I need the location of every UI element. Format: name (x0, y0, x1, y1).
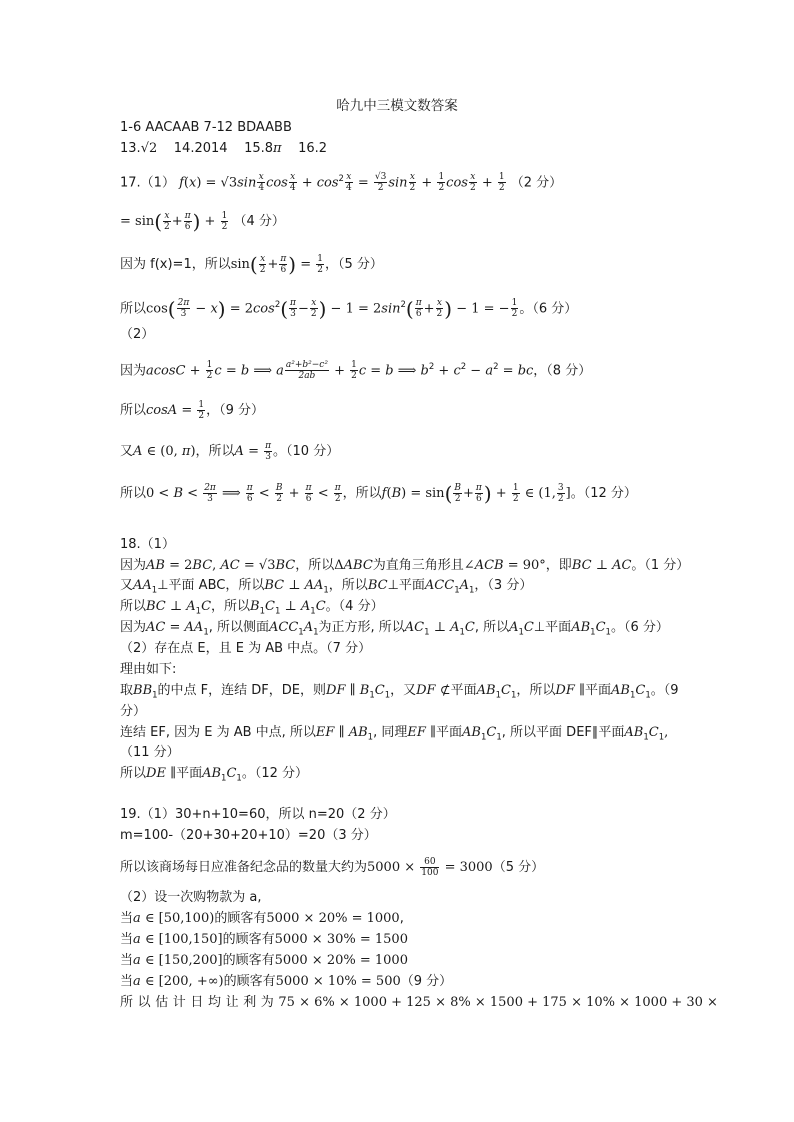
q18-header: 18.（1） (120, 537, 175, 552)
q18-line-9: 连结 EF, 因为 E 为 AB 中点, 所以EF ∥ $AB_1$, 同理EF ∥平面$AB_1C_1$, 所以平面 DEF∥平面$AB_1C_1$, (120, 725, 669, 743)
q19-case-3: 当a ∈ [150,200]的顾客有5000 × 20% = 1000 (120, 953, 408, 968)
q18-line-7: 取$BB_1$的中点 F，连结 DF，DE，则DF ∥ $B_1C_1$，又DF ⊄平面$AB_1C_1$，所以DF ∥平面$AB_1C_1$。（9 (120, 683, 679, 701)
q18-line-3: 所以BC ⊥ $A_1C$，所以$B_1C_1$ ⊥ $A_1C$。（4 分） (120, 599, 384, 617)
fill-answers (120, 140, 327, 158)
q19-last-line: 所以估计日均让利为75 × 6% × 1000 + 125 × 8% × 1500 + 175 × 10% × 1000 + 30 × (120, 995, 718, 1010)
answer-14: 14.2014 (173, 141, 228, 156)
q19-line-1: 19.（1）30+n+10=60，所以 n=20（2 分） (120, 807, 396, 822)
q17-line-7: 所以cosA = $\frac{1}{2}$ ，（9 分） (120, 400, 264, 421)
answer-13: 13.√2 (120, 141, 158, 156)
q18-line-8: 分） (120, 704, 147, 719)
q19-line-2: m=100-（20+30+20+10）=20（3 分） (120, 828, 377, 843)
answer-15: 15.8π (244, 141, 282, 156)
q17-line-9: 所以0 < B < $\frac{2\pi}{3}$ ⟹ $\frac{\pi}{6}$ < $\frac{B}{2}$ + $\frac{\pi}{6}$ < $\frac{\pi}{2}$ ，所以f(B) = sin( $\frac{B}{2}$ + $\frac{\pi}{6}$ ) + $\frac{1}{2}$ ∈ (1, $\frac{3}{2}$ ]。（12 分） (120, 481, 637, 506)
q19-case-4: 当a ∈ [200, +∞)的顾客有5000 × 10% = 500（9 分） (120, 974, 453, 989)
q18-line-4: 因为AC = $AA_1$, 所以侧面$ACC_1A_1$为正方形, 所以$AC_1$ ⊥ $A_1C$, 所以$A_1C\perp$平面$AB_1C_1$。（6 分） (120, 620, 669, 638)
q19-part2: （2）设一次购物款为 a, (120, 890, 262, 905)
q17-line-3: 因为 f(x)=1，所以sin( $\frac{x}{2}$ + $\frac{\pi}{6}$ ) = $\frac{1}{2}$ ，（5 分） (120, 252, 383, 277)
q19-case-1: 当a ∈ [50,100)的顾客有5000 × 20% = 1000, (120, 911, 404, 926)
answer-16: 16.2 (298, 141, 328, 156)
q19-case-2: 当a ∈ [100,150]的顾客有5000 × 30% = 1500 (120, 932, 408, 947)
q17-line-8: 又A ∈ (0, π)，所以A = $\frac{\pi}{3}$ 。（10 分） (120, 441, 340, 462)
page-title: 哈九中三模文数答案 (336, 98, 458, 114)
q18-line-10: （11 分） (120, 745, 180, 760)
q17-line-4: 所以cos( $\frac{2\pi}{3}$ − $x) = 2\cos^2$( $\frac{\pi}{3}$ − $\frac{x}{2}$ ) − $1 = 2\sin^2$( $\frac{\pi}{6}$ + $\frac{x}{2}$ ) − 1 = − $\frac{1}{2}$ 。（6 分） (120, 296, 578, 321)
q17-line-2: = sin( $\frac{x}{2}$ + $\frac{\pi}{6}$ ) + $\frac{1}{2}$ （4 分） (120, 209, 285, 234)
q17-line-1: 17.（1） f(x) = √3sin $\frac{x}{4}$ cos $\frac{x}{4}$ + $\cos^2$ $\frac{x}{4}$ = $\frac{√3}{2}$ sin $\frac{x}{2}$ + $\frac{1}{2}$ cos $\frac{x}{2}$ + $\frac{1}{2}$ （2 分） (120, 172, 563, 194)
q18-reason: 理由如下: (120, 662, 177, 677)
q18-line-1: 因为AB = 2BC, AC = √3BC，所以ΔABC为直角三角形且∠ACB = 90°，即BC ⊥ AC。（1 分） (120, 558, 690, 573)
q18-line-2: 又$AA_1\perp$平面 ABC，所以BC ⊥ $AA_1$，所以BC⊥平面$ACC_1A_1$，（3 分） (120, 578, 533, 596)
q19-line-3: 所以该商场每日应准备纪念品的数量大约为5000 × $\frac{60}{100}$ = 3000（5 分） (120, 857, 545, 878)
choice-answers: 1-6 AACAAB 7-12 BDAABB (120, 120, 292, 135)
q18-part2: （2）存在点 E，且 E 为 AB 中点。（7 分） (120, 641, 372, 656)
q17-line-6: 因为acosC + $\frac{1}{2}$ c = b ⟹ a $\frac{\text{a²+b²−c²}}{2ab}$ + $\frac{1}{2}$ c = b ⟹ $b^2 + c^2 - a^2$ = bc，（8 分） (120, 360, 592, 382)
q18-line-11: 所以DE ∥平面$AB_1C_1$。（12 分） (120, 766, 309, 784)
q17-part2-label: （2） (120, 327, 155, 342)
